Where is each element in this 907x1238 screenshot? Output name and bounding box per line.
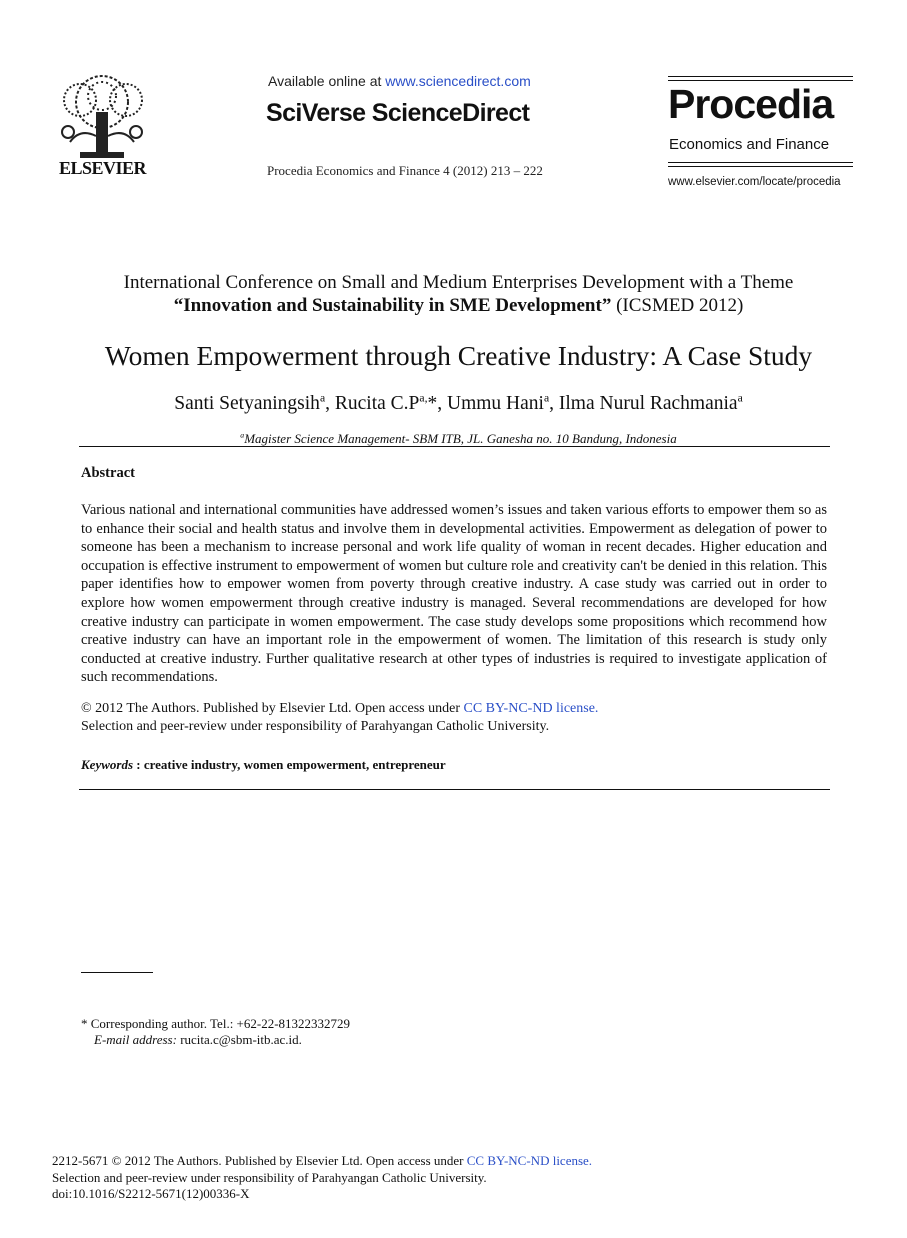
page-footer [52,1153,592,1203]
affiliation-marker: a [240,430,245,440]
author-name: Santi Setyaningsih [174,393,320,414]
footer-issn-copyright: 2212-5671 © 2012 The Authors. Published by Elsevier Ltd. Open access under [52,1153,467,1168]
footnote-rule [81,972,153,973]
procedia-rule-top [668,76,853,77]
author-separator: , [549,393,559,414]
author-name: Ummu Hani [447,393,544,414]
conference-theme: “Innovation and Sustainability in SME Development” [173,295,612,316]
available-online-label: Available online at [268,73,386,89]
abstract-heading: Abstract [81,465,135,481]
peer-review-text: Selection and peer-review under responsibility of Parahyangan Catholic University. [81,719,550,734]
author-list [60,393,857,415]
author-separator: *, [427,393,447,414]
footer-doi[interactable]: doi:10.1016/S2212-5671(12)00336-X [52,1186,250,1201]
footer-peer-review: Selection and peer-review under responsibility of Parahyangan Catholic University. [52,1169,487,1185]
author-affiliation-marker: a [319,391,326,405]
email-address[interactable]: rucita.c@sbm-itb.ac.id. [176,1032,302,1047]
keywords [81,757,446,773]
author-name: Ilma Nurul Rachmania [558,393,738,414]
corresponding-author-footnote [81,1016,350,1048]
email-label: E-mail address: [94,1032,177,1047]
affiliation [60,431,857,447]
paper-title: Women Empowerment through Creative Industry: A Case Study [104,340,813,371]
license-link[interactable]: CC BY-NC-ND license. [463,701,599,716]
conference-line-2 [60,295,857,317]
platform-name: SciVerse ScienceDirect [266,99,530,127]
procedia-title: Procedia [668,81,834,127]
keywords-values: : creative industry, women empowerment, entrepreneur [133,757,446,772]
author-name: Rucita C.P [334,393,420,414]
available-online [268,73,531,89]
corresponding-author: * Corresponding author. Tel.: +62-22-81322332729 [81,1016,351,1031]
procedia-rule-bottom [668,162,853,163]
keywords-label: Keywords [81,757,133,772]
author-separator: , [325,393,335,414]
sciencedirect-link[interactable]: www.sciencedirect.com [385,73,531,89]
rule-above-abstract [79,446,830,447]
author-affiliation-marker: a [543,391,550,405]
affiliation-text: Magister Science Management- SBM ITB, JL. Ganesha no. 10 Bandung, Indonesia [244,431,677,446]
conference-line-1: International Conference on Small and Medium Enterprises Development with a Theme [123,272,794,293]
copyright-text: © 2012 The Authors. Published by Elsevier Ltd. Open access under [81,701,464,716]
procedia-subtitle: Economics and Finance [669,136,830,153]
footer-license-link[interactable]: CC BY-NC-ND license. [466,1153,593,1168]
elsevier-wordmark: ELSEVIER [58,158,147,178]
author-affiliation-marker: a, [419,391,428,405]
rule-below-keywords [79,789,830,790]
journal-reference: Procedia Economics and Finance 4 (2012) 213 – 222 [267,163,543,178]
abstract-text: Various national and international communities have addressed women’s issues and taken various efforts to empower them so as to enhance their social and health status and involve them in developmental activities. Empowerment as delegation of power to someone has been a mechanism to increase personal and work life quality of woman in recent decades. Higher education and occupation is effective instrument to empowerment of women but culture role and creativity can't be denied in this relation. This paper identifies how to empower women from poverty through creative industry. A case study was carried out in order to explore how women empowerment through creative industry is managed. Several recommendations are developed for how creative industry can participate in women empowerment. The case study develops some propositions which recommend how creative industry can have an important role in the empowerment of women. The limitation of this research is study only conducted at creative industry. Further qualitative research at other types of industries is required to investigate application of such recommendations. [81,502,827,686]
copyright-notice [81,700,598,736]
conference-acronym: (ICSMED 2012) [611,295,744,316]
author-affiliation-marker: a [737,391,743,405]
procedia-url[interactable]: www.elsevier.com/locate/procedia [668,176,841,188]
procedia-rule-bottom-2 [668,166,853,167]
